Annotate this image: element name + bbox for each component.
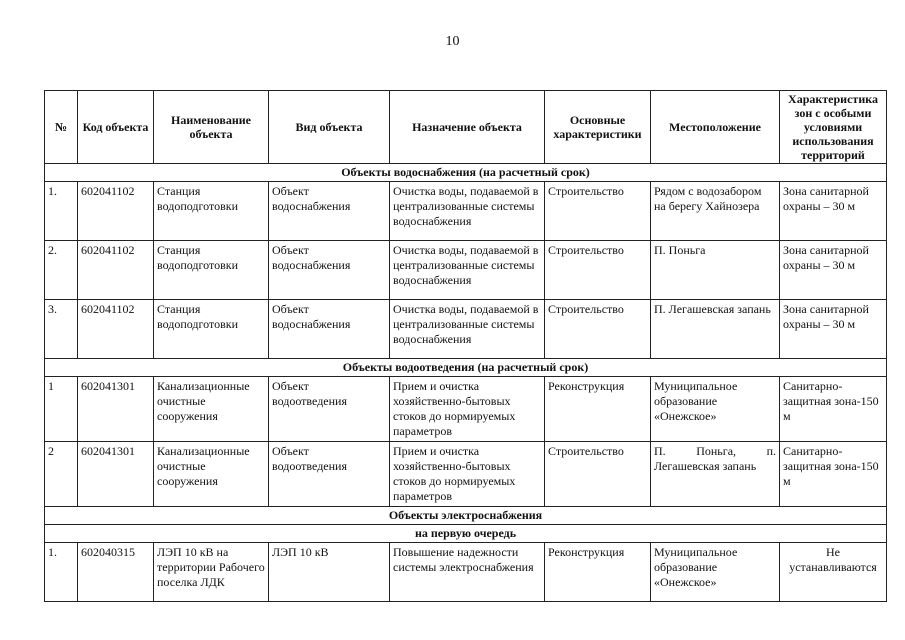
cell-code: 602041102: [78, 241, 154, 300]
cell-code: 602041102: [78, 300, 154, 359]
table-row: [45, 182, 887, 241]
section-row: [45, 525, 887, 543]
cell-location: П. Поньга: [651, 241, 780, 300]
cell-name: Станция водоподготовки: [154, 300, 269, 359]
cell-name: Станция водоподготовки: [154, 182, 269, 241]
cell-zone: Зона санитарной охраны – 30 м: [780, 300, 887, 359]
cell-zone: Не устанавливаются: [780, 543, 887, 602]
cell-num: 3.: [45, 300, 78, 359]
header-num: №: [45, 91, 78, 164]
cell-zone: Зона санитарной охраны – 30 м: [780, 182, 887, 241]
section-title-wastewater: Объекты водоотведения (на расчетный срок): [45, 359, 887, 377]
section-row: [45, 359, 887, 377]
cell-num: 1.: [45, 182, 78, 241]
cell-characteristics: Реконструкция: [545, 543, 651, 602]
cell-kind: Объект водоотведения: [269, 377, 390, 442]
cell-name: Канализационные очистные сооружения: [154, 442, 269, 507]
cell-code: 602040315: [78, 543, 154, 602]
cell-location: Муниципальное образование «Онежское»: [651, 377, 780, 442]
header-kind: Вид объекта: [269, 91, 390, 164]
header-zone: Характеристика зон с особыми условиями использования территорий: [780, 91, 887, 164]
cell-code: 602041301: [78, 377, 154, 442]
cell-location: П. Легашевская запань: [651, 300, 780, 359]
objects-table: [44, 90, 887, 602]
cell-num: 2.: [45, 241, 78, 300]
cell-zone: Санитарно-защитная зона-150 м: [780, 377, 887, 442]
header-row: [45, 91, 887, 164]
cell-characteristics: Строительство: [545, 442, 651, 507]
table-row: [45, 241, 887, 300]
header-code: Код объекта: [78, 91, 154, 164]
cell-name: Канализационные очистные сооружения: [154, 377, 269, 442]
cell-characteristics: Строительство: [545, 300, 651, 359]
cell-purpose: Очистка воды, подаваемой в централизованные системы водоснабжения: [390, 300, 545, 359]
cell-characteristics: Реконструкция: [545, 377, 651, 442]
cell-purpose: Очистка воды, подаваемой в централизованные системы водоснабжения: [390, 182, 545, 241]
table-row: [45, 377, 887, 442]
section-subtitle-first-stage: на первую очередь: [45, 525, 887, 543]
table-row: [45, 442, 887, 507]
section-row: [45, 164, 887, 182]
section-title-power-supply: Объекты электроснабжения: [45, 507, 887, 525]
cell-kind: Объект водоснабжения: [269, 241, 390, 300]
section-row: [45, 507, 887, 525]
table-row: [45, 543, 887, 602]
header-location: Местоположение: [651, 91, 780, 164]
cell-code: 602041102: [78, 182, 154, 241]
cell-characteristics: Строительство: [545, 241, 651, 300]
cell-purpose: Прием и очистка хозяйственно-бытовых стоков до нормируемых параметров: [390, 442, 545, 507]
cell-kind: Объект водоснабжения: [269, 300, 390, 359]
cell-num: 1: [45, 377, 78, 442]
section-title-water-supply: Объекты водоснабжения (на расчетный срок): [45, 164, 887, 182]
cell-name: Станция водоподготовки: [154, 241, 269, 300]
cell-kind: Объект водоснабжения: [269, 182, 390, 241]
header-purpose: Назначение объекта: [390, 91, 545, 164]
cell-num: 2: [45, 442, 78, 507]
page-number: 10: [445, 34, 460, 49]
cell-zone: Санитарно-защитная зона-150 м: [780, 442, 887, 507]
header-name: Наименование объекта: [154, 91, 269, 164]
cell-num: 1.: [45, 543, 78, 602]
cell-kind: ЛЭП 10 кВ: [269, 543, 390, 602]
cell-code: 602041301: [78, 442, 154, 507]
cell-zone: Зона санитарной охраны – 30 м: [780, 241, 887, 300]
cell-characteristics: Строительство: [545, 182, 651, 241]
cell-name: ЛЭП 10 кВ на территории Рабочего поселка ЛДК: [154, 543, 269, 602]
cell-purpose: Очистка воды, подаваемой в централизованные системы водоснабжения: [390, 241, 545, 300]
cell-location: Рядом с водозабором на берегу Хайнозера: [651, 182, 780, 241]
cell-location: П. Поньга, п. Легашевская запань: [651, 442, 780, 507]
cell-location: Муниципальное образование «Онежское»: [651, 543, 780, 602]
cell-kind: Объект водоотведения: [269, 442, 390, 507]
header-characteristics: Основные характеристики: [545, 91, 651, 164]
table-row: [45, 300, 887, 359]
cell-purpose: Повышение надежности системы электроснабжения: [390, 543, 545, 602]
cell-purpose: Прием и очистка хозяйственно-бытовых стоков до нормируемых параметров: [390, 377, 545, 442]
